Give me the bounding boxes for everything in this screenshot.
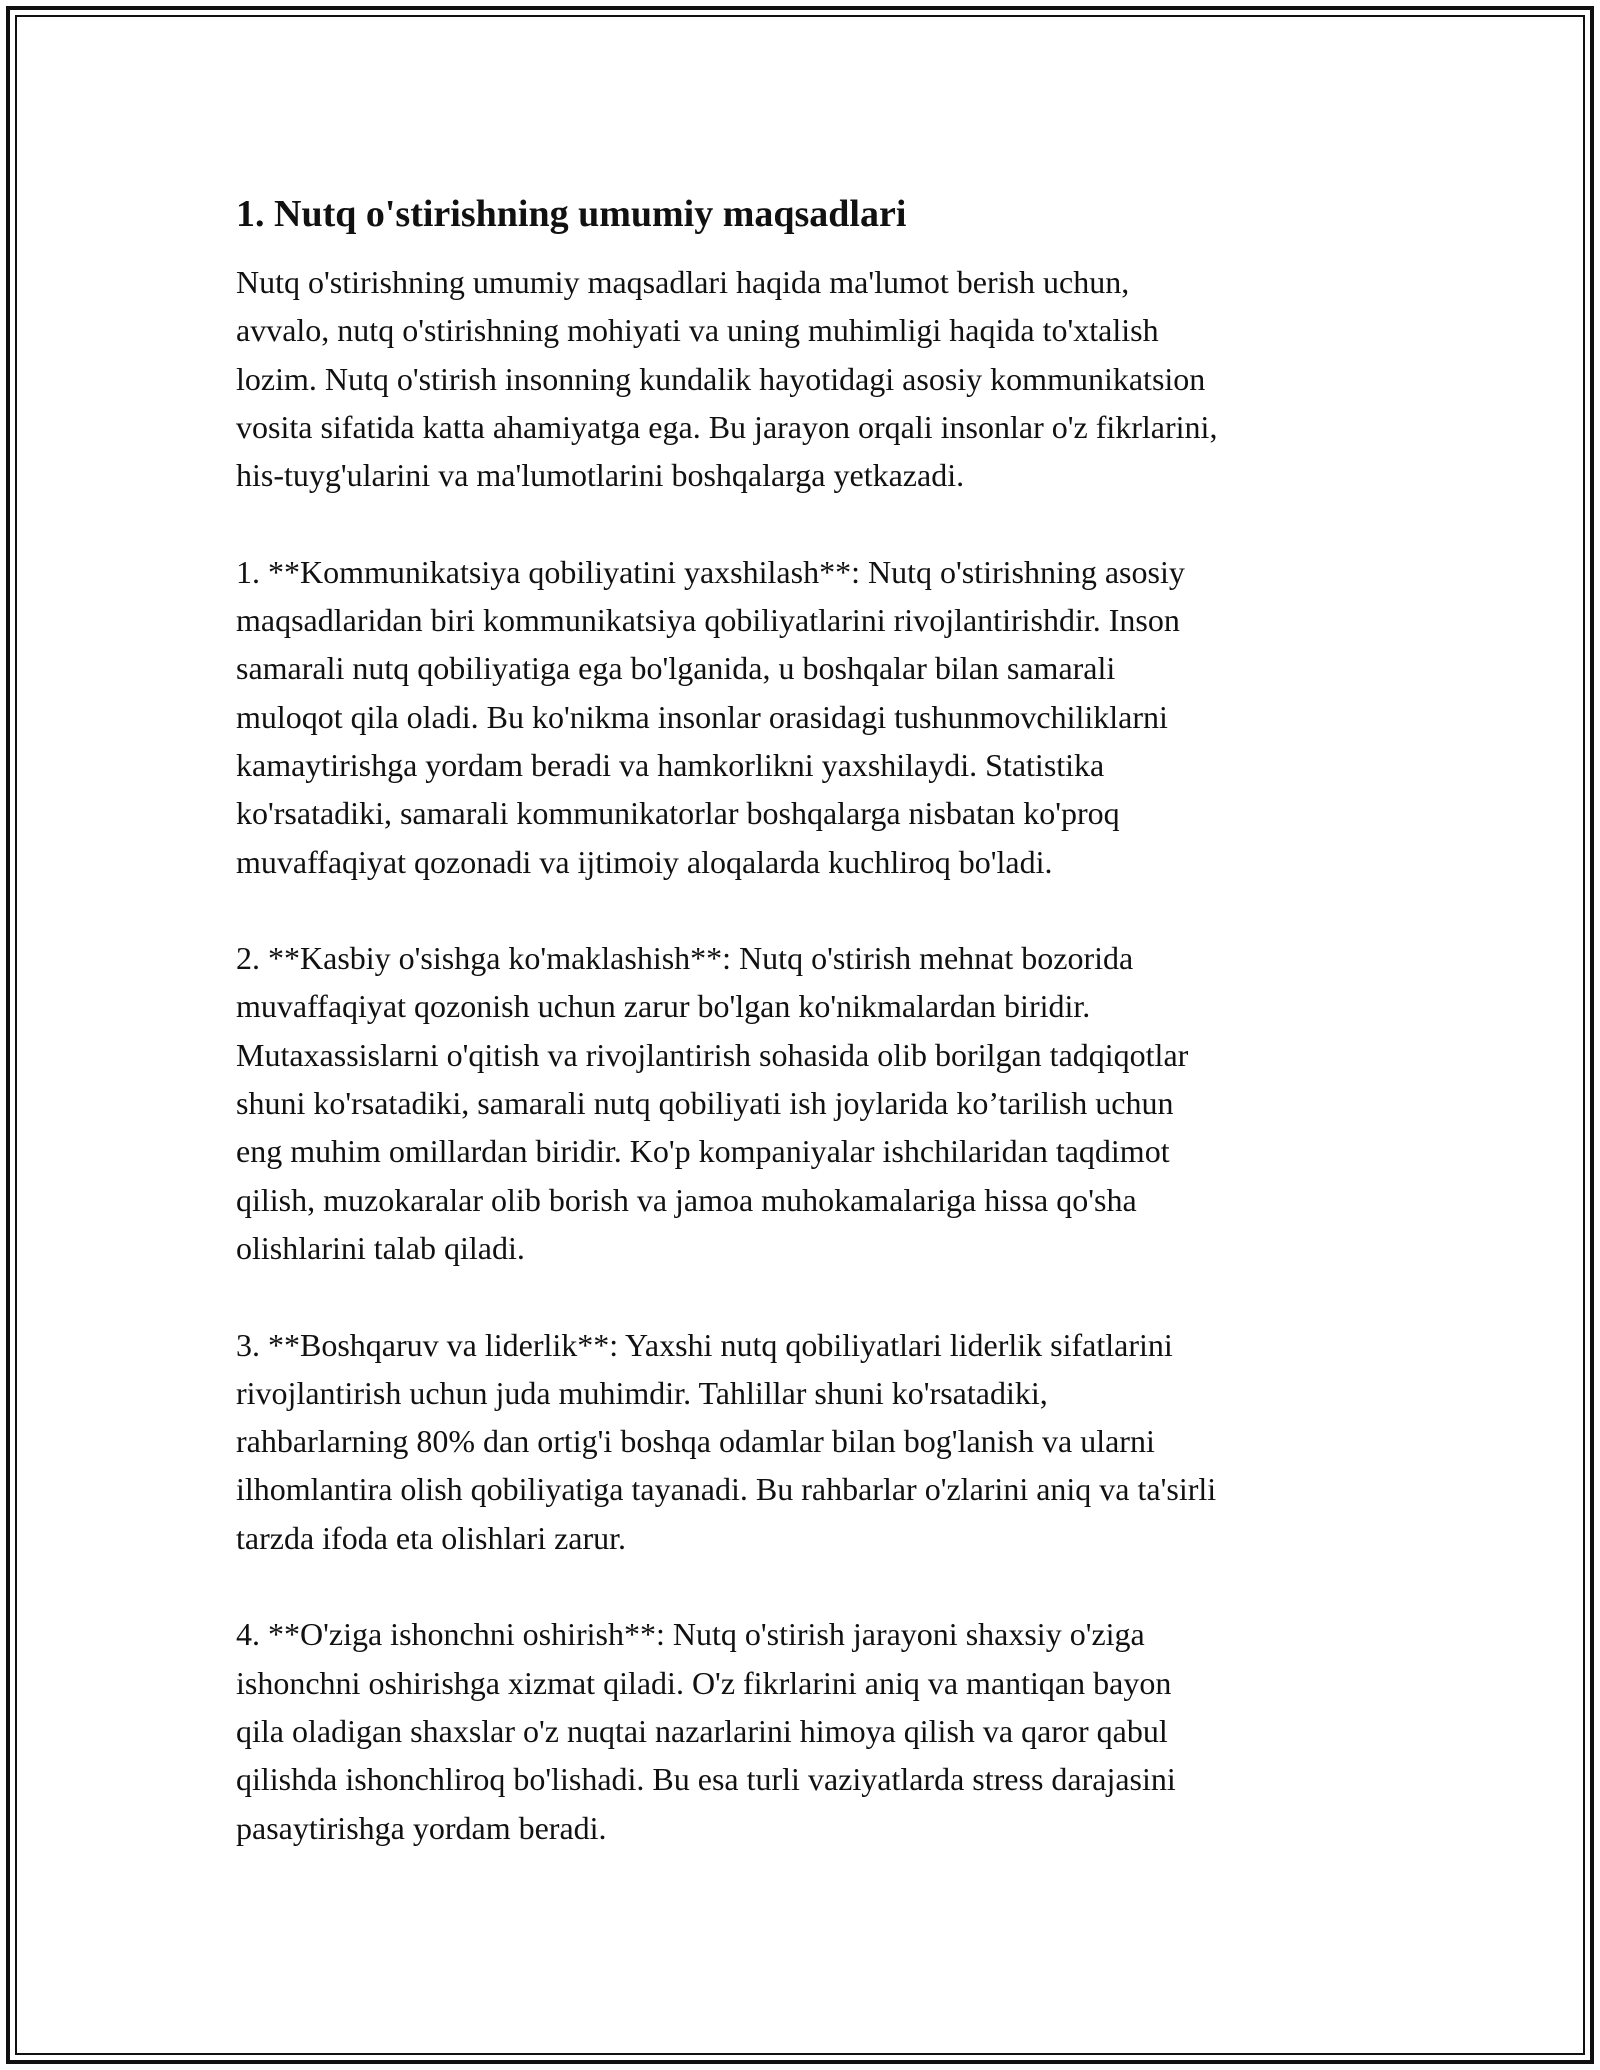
section-heading: 1. Nutq o'stirishning umumiy maqsadlari xyxy=(236,193,907,235)
paragraph-leadership: 3. **Boshqaruv va liderlik**: Yaxshi nutq qobiliyatlari liderlik sifatlarini rivojlantirish uchun juda muhimdir. Tahlillar shuni ko'rsatadiki, rahbarlarning 80% dan ortig'i boshqa odamlar bilan bog'lanish va ularni ilhomlantira olish qobiliyatiga tayanadi. Bu rahbarlar o'zlarini aniq va ta'sirli tarzda ifoda eta olishlari zarur. xyxy=(236,1326,1217,1556)
paragraph-self-confidence: 4. **O'ziga ishonchni oshirish**: Nutq o'stirish jarayoni shaxsiy o'ziga ishonchni oshirishga xizmat qiladi. O'z fikrlarini aniq va mantiqan bayon qila oladigan shaxslar o'z nuqtai nazarlarini himoya qilish va qaror qabul qilishda ishonchliroq bo'lishadi. Bu esa turli vaziyatlarda stress darajasini pasaytirishga yordam beradi. xyxy=(236,1616,1176,1846)
paragraph-career-growth: 2. **Kasbiy o'sishga ko'maklashish**: Nutq o'stirish mehnat bozorida muvaffaqiyat qozonish uchun zarur bo'lgan ko'nikmalardan biridir. Mutaxassislarni o'qitish va rivojlantirish sohasida olib borilgan tadqiqotlar shuni ko'rsatadiki, samarali nutq qobiliyati ish joylarida ko’tarilish uchun eng muhim omillardan biridir. Ko'p kompaniyalar ishchilaridan taqdimot qilish, muzokaralar olib borish va jamoa muhokamalariga hissa qo'sha olishlarini talab qiladi. xyxy=(236,940,1189,1266)
intro-paragraph: Nutq o'stirishning umumiy maqsadlari haqida ma'lumot berish uchun, avvalo, nutq o'stirishning mohiyati va uning muhimligi haqida to'xtalish lozim. Nutq o'stirish insonning kundalik hayotidagi asosiy kommunikatsion vosita sifatida katta ahamiyatga ega. Bu jarayon orqali insonlar o'z fikrlarini, his-tuyg'ularini va ma'lumotlarini boshqalarga yetkazadi. xyxy=(236,264,1218,494)
document-body xyxy=(236,186,1396,1852)
paragraph-communication: 1. **Kommunikatsiya qobiliyatini yaxshilash**: Nutq o'stirishning asosiy maqsadlaridan biri kommunikatsiya qobiliyatlarini rivojlantirishdir. Inson samarali nutq qobiliyatiga ega bo'lganida, u boshqalar bilan samarali muloqot qila oladi. Bu ko'nikma insonlar orasidagi tushunmovchiliklarni kamaytirishga yordam beradi va hamkorlikni yaxshilaydi. Statistika ko'rsatadiki, samarali kommunikatorlar boshqalarga nisbatan ko'proq muvaffaqiyat qozonadi va ijtimoiy aloqalarda kuchliroq bo'ladi. xyxy=(236,553,1185,880)
